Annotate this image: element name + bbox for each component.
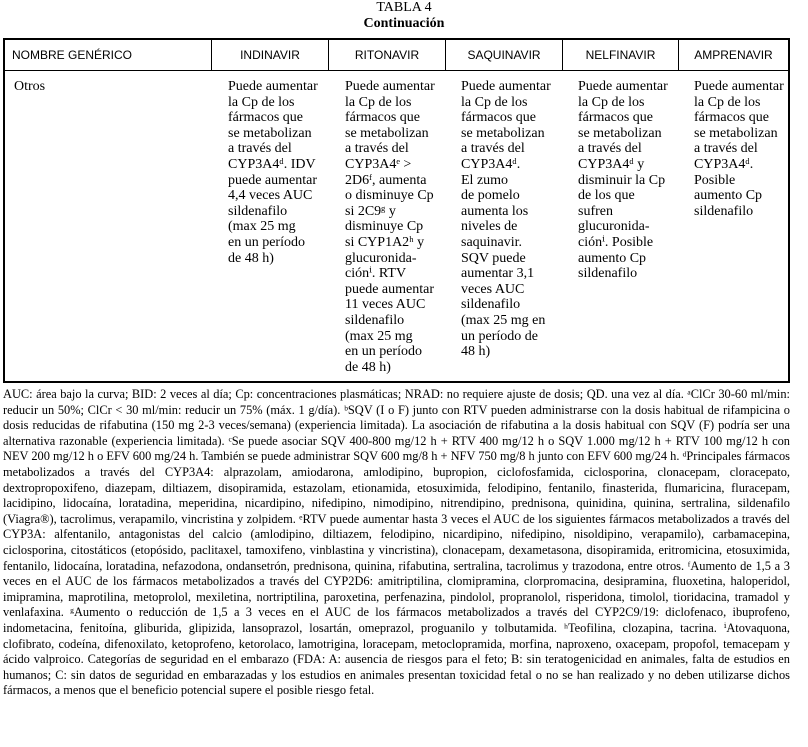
header-ritonavir: RITONAVIR <box>354 48 420 62</box>
header-nelfinavir: NELFINAVIR <box>585 48 656 62</box>
row-label <box>14 79 45 95</box>
cell-nelfinavir <box>566 79 690 282</box>
header-divider <box>5 70 788 71</box>
cell-saquinavir <box>449 79 573 360</box>
header-generic-name: NOMBRE GENÉRICO <box>12 48 133 62</box>
cell-indinavir <box>216 79 340 266</box>
cell-indinavir-text: Puede aumentar la Cp de los fármacos que se metabolizan a través del CYP3A4ᵈ. IDV puede aumentar 4,4 veces AUC sildenafilo (max 25 mg en un período de 48 h) <box>228 79 318 266</box>
drug-interaction-table <box>3 38 790 383</box>
table-subtitle: Continuación <box>363 16 445 31</box>
footnotes-text: AUC: área bajo la curva; BID: 2 veces al día; Cp: concentraciones plasmáticas; NRAD: no requiere ajuste de dosis; QD. una vez al día. ᵃClCr 30-60 ml/min: reducir un 50%; ClCr < 30 ml/min: reducir un 75% (máx. 1 g/día). ᵇSQV (I o F) junto con RTV pueden administrarse con la dosis habitual de rifampicina o dosis reducidas de rifabutina (150 mg 2-3 veces/semana) (experiencia limitada). La asociación de rifabutina a la dosis habitual con SQV (F) podría ser una alternativa razonable (experiencia limitada). ᶜSe puede asociar SQV 400-800 mg/12 h + RTV 400 mg/12 h o SQV 1.000 mg/12 h + RTV 100 mg/12 h con NEV 200 mg/12 h o EFV 600 mg/24 h. También se puede administrar SQV 600 mg/8 h + NFV 750 mg/8 h junto con EFV 600 mg/24 h. ᵈPrincipales fármacos metabolizados a través del CYP3A4: alprazolam, amiodarona, amlodipino, bupropion, ciclofosfamida, ciclosporina, clonacepam, cloracepato, dextropropoxifeno, diazepam, diltiazem, disopiramida, estazolam, etionamida, etosuximida, felodipino, fentanilo, finasterida, flumaricina, fluracepam, lacidipino, lidocaína, loratadina, meperidina, nicardipino, nifedipino, nimodipino, nitrendipino, prednisona, quinidina, quinina, sertralina, sildenafilo (Viagra®), tacrolimus, verapamilo, vincristina y zolpidem. ᵉRTV puede aumentar hasta 3 veces el AUC de los siguientes fármacos metabolizados a través del CYP3A: alfentanilo, antagonistas del calcio (amlodipino, diltiazem, felodipino, nicardipino, nifedipino, nisoldipino, verapamilo), carbamacepina, ciclosporina, citostáticos (etopósido, paclitaxel, tamoxifeno, vinblastina y vincristina), clonacepam, dexametasona, disopiramida, eritromicina, etosuximida, fentanilo, lidocaína, loratadina, nefazodona, ondansetrón, prednisona, quinina, rifabutina, sertralina, tacrolimus y trazodona, entre otros. ᶠAumento de 1,5 a 3 veces en el AUC de los fármacos metabolizados a través del CYP2D6: amitriptilina, clomipramina, clorpromacina, desipramina, fluoxetina, haloperidol, imipramina, maprotilina, metoprolol, mexiletina, nortriptilina, paroxetina, perfenazina, pindolol, propranolol, risperidona, timolol, tioridacina, tramadol y venlafaxina. ᵍAumento o reducción de 1,5 a 3 veces en el AUC de los fármacos metabolizados a través del CYP2C9/19: diclofenaco, ibuprofeno, indometacina, fenitoína, gliburida, glipizida, lansoprazol, losartán, omeprazol, proguanilo y tolbutamida. ʰTeofilina, clozapina, tacrina. ⁱAtovaquona, clofibrato, codeína, difenoxilato, ketoprofeno, ketorolaco, lamotrigina, loracepam, metoclopramida, morfina, naproxeno, oxacepam, propofol, temacepam y ácido valproico. Categorías de seguridad en el embarazo (FDA: A: ausencia de riesgos para el feto; B: sin teratogenicidad en animales, falta de estudios en humanos; C: sin datos de seguridad en embarazadas y los estudios en animales presentan toxicidad fetal o no se han realizado y no deben utilizarse dichos fármacos, a menos que el beneficio potencial supere el posible riesgo fetal. <box>3 387 790 698</box>
cell-amprenavir-text: Puede aumentar la Cp de los fármacos que se metabolizan a través del CYP3A4ᵈ. Posible aumento Cp sildenafilo <box>694 79 784 219</box>
table-footnotes <box>3 387 790 699</box>
cell-saquinavir-text: Puede aumentar la Cp de los fármacos que se metabolizan a través del CYP3A4ᵈ. El zumo de pomelo aumenta los niveles de saquinavir. SQV puede aumentar 3,1 veces AUC sildenafilo (max 25 mg en un período de 48 h) <box>461 79 551 360</box>
header-saquinavir: SAQUINAVIR <box>467 48 541 62</box>
header-amprenavir: AMPRENAVIR <box>694 48 773 62</box>
row-label-text: Otros <box>14 79 46 94</box>
cell-nelfinavir-text: Puede aumentar la Cp de los fármacos que se metabolizan a través del CYP3A4ᵈ y disminuir la Cp de los que sufren glucuronida- ciónⁱ. Posible aumento Cp sildenafilo <box>578 79 668 282</box>
table-number: TABLA 4 <box>376 0 432 15</box>
cell-ritonavir <box>333 79 457 375</box>
cell-amprenavir <box>682 79 800 219</box>
cell-ritonavir-text: Puede aumentar la Cp de los fármacos que se metabolizan a través del CYP3A4ᵉ > 2D6ᶠ, aumenta o disminuye Cp si 2C9ᵍ y disminuye Cp si CYP1A2ʰ y glucuronida- ciónⁱ. RTV puede aumentar 11 veces AUC sildenafilo (max 25 mg en un período de 48 h) <box>345 79 435 375</box>
header-indinavir: INDINAVIR <box>240 48 300 62</box>
